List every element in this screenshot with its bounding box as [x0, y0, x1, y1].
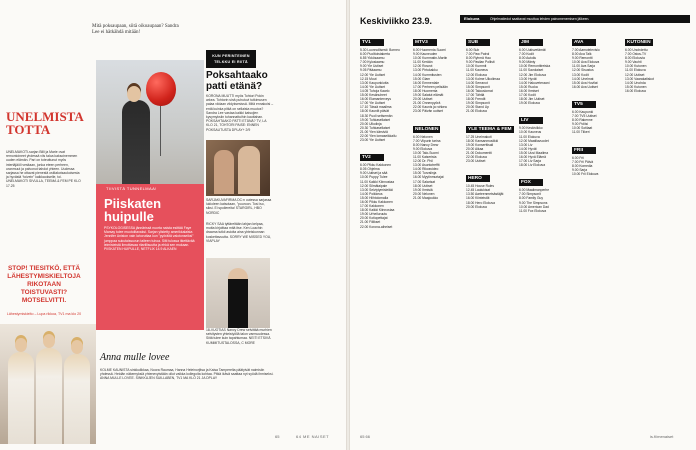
program-item: 6.00 Kaupunki	[572, 109, 594, 114]
program-item: 18.00 Huomenta	[413, 88, 438, 93]
channel-block	[413, 117, 463, 201]
program-item: 12.00 Silmätaipale	[360, 183, 388, 188]
program-item: 15.00 Hiihtolomalla	[360, 195, 389, 200]
left-page	[0, 0, 346, 450]
program-item: 14.00 Rikosvideo	[413, 167, 439, 172]
program-item: 15.00 Kutonen	[625, 84, 647, 89]
stop-sub: Lähestymiskielto – Lupa rikkoa, TV1 ma klo 20	[6, 312, 82, 316]
program-item: 23.00 Uutiset	[466, 159, 486, 164]
program-item: 12.00 Maatilavuodet	[519, 138, 549, 143]
strip-logo: Elokuva	[464, 16, 480, 21]
strip-text: Ohjelmatiedot saattavat muuttua lehden painomenemisen jälkeen.	[490, 16, 590, 21]
program-item: 16.00 Myytinmurtajat	[413, 175, 444, 180]
stargirl-photo	[206, 140, 270, 196]
program-item: 18.00 Kaikki Kiinnostaa	[360, 208, 395, 213]
program-item: 18.00 Frendit	[466, 97, 486, 102]
channel-block	[519, 170, 569, 213]
program-item: 17.00 Yle Uutiset	[360, 101, 386, 106]
program-item: 21.00 Elokuva	[466, 109, 487, 114]
program-item: 14.00 Unelmat	[572, 76, 594, 81]
program-item: 19.00 Simpsonit	[466, 101, 490, 106]
program-item: 15.00 Glam	[413, 76, 431, 81]
program-item: 8.00 Family Guy	[519, 196, 544, 201]
channel-block	[466, 166, 516, 209]
program-item: 11.00 Kerään	[413, 60, 433, 65]
program-item: 6.00 Unohdettu	[625, 48, 648, 52]
program-item: 6.00 Huomenta Suomi	[413, 48, 446, 52]
folio-right: is.fi/menaiset	[650, 434, 674, 439]
program-item: 15.00 Ruoka	[519, 84, 538, 89]
program-item: 20.00 Aikaa	[466, 146, 484, 151]
program-item: 8.00 Nancy Drew	[413, 142, 439, 147]
program-item: 13.00 Kaupunkiutta	[360, 80, 389, 85]
program-item: 11.00 Elokuva	[519, 134, 540, 139]
program-item: 11.00 Savolaiset	[519, 68, 544, 73]
program-item: 9.00 Elokuva	[413, 146, 433, 151]
program-item: 10.00 Remonttireiska	[519, 64, 551, 69]
program-item: 17.25 Unelmakoti	[466, 134, 492, 139]
channel-name: SUB	[466, 39, 490, 46]
program-item: 14.00 Serranot	[466, 80, 488, 85]
channel-name: HERO	[466, 175, 490, 182]
folio-left-2: 64 ME NAISET	[296, 434, 330, 439]
program-item: 14.00 Hakuveteraani	[519, 80, 550, 85]
program-item: 7.00 Ostos-TV	[625, 52, 647, 57]
anna-text: KOLME KAUNISTA sinkkulikkaa, Noora Raumaa, Hanna Heleinorjitsa ja Kaisa Tamperelta päätyivät naimisiin yhdessä. Heidän näkemyksiä yhtenevyistään ollut vaikka kollegoita kohtaa. Pitkä ikävä saattaa nyt syödä ihmiseksi. ANNA MULLE LOVEE. SINKKUJEN SUILLABEN, TV1 MA KLO 21 JA DPLAY	[100, 368, 274, 381]
folio-left: 65	[275, 434, 280, 439]
channel-name: NELONEN	[415, 126, 439, 132]
program-item: 13.00 Selviytymisleikki	[360, 187, 393, 192]
nancy-drew-photo	[206, 258, 270, 328]
program-item: 21.00 Onnenpyörä	[413, 101, 441, 106]
program-item: 22.00 Korona-aiheiset	[360, 224, 393, 229]
program-item: 11.00 Elokuva	[625, 68, 646, 73]
folio-right-left: 65 66	[360, 434, 371, 439]
program-item: 15.00 Turvalinja	[413, 171, 437, 176]
pull-quote: Mitä poksaupaan, siitä oikoaupaan? Sandra Lee ei hätkähdä mitään!	[92, 24, 179, 35]
program-item: 14.00 Poikkeus	[360, 191, 383, 196]
program-item: 10.00 Ava Elokuva	[572, 60, 600, 65]
program-item: 8.05 Ohjelma	[360, 167, 380, 172]
program-item: 23.00 Päivän uutiset	[413, 109, 443, 114]
program-item: 7.00 Frii Päivä	[572, 159, 594, 164]
program-item: 10.00 Kauneus	[519, 130, 542, 135]
program-item: 22.00 Elokuva	[466, 154, 487, 159]
program-item: 9.00 Pasilan Poliisit	[466, 60, 495, 65]
channel-name: JIM	[519, 39, 543, 46]
program-item: 7.00 Viipurin tarina	[413, 138, 441, 143]
channel-block	[625, 30, 681, 93]
program-item: 8.00 Ryhmä Hau	[466, 56, 491, 61]
program-item: 11.00 Ava Sarja	[572, 64, 595, 69]
program-item: 21.00 Ylen kärsiviä	[360, 129, 388, 134]
program-item: 10.00 Sotilaat	[572, 126, 593, 131]
program-item: 15.00 Ava Huvilat	[572, 80, 598, 85]
poks-title: Poksahtaako patti etänä?	[206, 70, 268, 92]
program-item: 9.00 The Simpsons	[519, 200, 548, 205]
program-item: 13.00 Asuntotreffit	[413, 163, 440, 168]
program-item: 16.00 Talouslomat	[466, 88, 493, 93]
program-item: 18.00 Liv Elokuva	[519, 163, 546, 168]
woman-figure	[8, 352, 34, 444]
program-item: 9.00 Keskiviikko	[519, 126, 543, 131]
unelmista-text: UNELMAKOTI-sarjan Billi ja Marie ovat remontoineet yhdessä viis taloa kaksoinemmen uuden elämän. Pari on toteuttunut myös intertäjäöli vesitaan, jonka eteen perheen, uranmuut ja palvonut tahdot yhteen. Uudessa sarjassa he ottavat pienestä ostilakotsaukoisesta ja hyvästä “toivein” kaikkaokselle, toi. UNELMAKOTI SIVULLA, TEEMA & FEM PE KLO 17.25	[6, 150, 81, 188]
program-item: 14.05 Tuhoja Kaarlo	[360, 88, 390, 93]
program-item: 6.00 Puolitoistakerta	[360, 52, 390, 57]
program-item: 9.00 Remontti	[572, 56, 593, 61]
program-item: 10.00 Kummatin-Martin	[413, 56, 448, 61]
program-item: 9.00 Vauhti	[625, 60, 642, 65]
program-item: 6.00 Maailmanperhe	[519, 188, 550, 193]
woman-figure	[64, 354, 90, 444]
program-item: 7.00 Paw Patrol	[466, 52, 490, 57]
program-item: 7.00 Simpsonit	[519, 192, 541, 197]
pink-tag: TIIVISTÄ TUNNELMAA!	[106, 186, 157, 191]
program-item: 9.05 Pääaamu	[360, 68, 382, 73]
program-item: 11.00 Kaiserista	[413, 154, 437, 159]
program-item: 20.00 Ulkolinja	[360, 121, 382, 126]
program-item: 17.00 Tähtiä	[466, 93, 485, 98]
program-item: 13.00 Kodit	[572, 72, 589, 77]
program-item: 12.00 Sisustus	[572, 68, 594, 73]
program-item: 10.00 Puppy Tulee	[360, 175, 388, 180]
program-item: 20.30 Tuhkasellaiset	[360, 125, 391, 130]
program-item: 10.45 House Rules	[466, 184, 495, 189]
program-item: 21.00 Dokumentti	[466, 150, 492, 155]
program-item: 18.00 Uutiset	[413, 183, 433, 188]
program-item: 20.00 Stand Up	[466, 105, 489, 110]
program-item: 7.00 TV5 Uutiset	[572, 114, 597, 119]
program-item: 10.00 Frii Elokuva	[572, 171, 599, 176]
program-item: 9.00 Yle Uutiset	[360, 64, 384, 69]
program-item: 19.00 Ihmisiä	[413, 187, 433, 192]
ricky-text: RICKY SAA tyttäreltään lahjan kelpaa, mutta kirjoittaa mitä itse. Ken Loachin draama tutkii asioita aina yhteiskunnan koskettavuutta. SORRY WE MISSED YOU, VIAPLAY	[206, 222, 272, 243]
program-item: 18.30 Puoli seitsemän	[360, 113, 393, 118]
program-item: 10.00 Kutonen	[625, 64, 647, 69]
women-photo	[0, 324, 96, 444]
channel-block	[572, 30, 622, 89]
channel-name: MTV3	[413, 39, 437, 46]
channel-name: FOX	[519, 179, 543, 186]
channel-block	[466, 117, 516, 164]
program-item: 13.50 Aarteenmetsästäjät	[466, 192, 504, 197]
program-item: 15.00 Kesänuheet	[360, 93, 387, 98]
channel-name: LIV	[519, 117, 543, 124]
program-item: 9.00 Uutiset ja sää	[360, 171, 388, 176]
program-item: 17.00 Salarisat	[413, 179, 435, 184]
program-item: 8.00 Ava Talk	[572, 52, 592, 57]
program-item: 11.00 Kaikki Kiinnostaa	[360, 179, 395, 184]
program-item: 10.00 American Dad	[519, 204, 549, 209]
program-item: 6.55 Ykkösaamu	[360, 56, 385, 61]
schedule-column-1	[360, 30, 410, 232]
program-item: 19.00 Elokuva	[519, 101, 540, 106]
program-item: 8.00 Autoilu	[519, 56, 537, 61]
program-item: 14.00 Unohda	[625, 80, 646, 85]
schedule-column-5	[572, 30, 622, 179]
nancy-drew-text: 18-VUOTIAS Nancy Drew selvittää murhien selvitysten yhteistyöllä talon varmuudessa. Siitä tulee kuin tapahtumaa. NEITI ETSIVÄ KUMMITUSTALOSSA, C MORE	[206, 328, 272, 345]
channel-name: TV2	[360, 154, 384, 161]
program-item: 21.00 Fiilikset	[360, 220, 381, 225]
program-item: 13.00 Pirtukakku	[413, 68, 438, 73]
program-item: 21.00 Maajoukko	[413, 195, 439, 200]
program-item: 11.00 Tiikeri	[572, 130, 590, 135]
program-item: 12.00 Uutiset	[625, 72, 645, 77]
program-item: 15.00 Uusi Maailma	[519, 150, 549, 155]
program-item: 9.00 Mänty	[519, 60, 536, 65]
program-item: 7.00 Kylosiaamu	[360, 60, 385, 65]
program-item: 12.00 Dr. Phil	[413, 159, 433, 164]
program-item: 15.00 Simpsonit	[466, 84, 490, 89]
balloon-photo	[96, 60, 204, 190]
channel-block	[519, 108, 569, 167]
balloon-icon	[146, 72, 176, 106]
program-item: 12.00 Jim Elokuva	[519, 72, 546, 77]
channel-block	[466, 30, 516, 114]
program-item: 16.00 Kiinteistöt	[466, 196, 490, 201]
schedule-column-3	[466, 30, 516, 212]
program-item: 20.00 Elokuva	[466, 204, 487, 209]
program-item: 17.00 Kakkonen	[360, 204, 384, 209]
program-item: 9.00 Sarja	[572, 167, 588, 172]
program-item: 12.00 Elokuva	[466, 72, 487, 77]
poks-text: KORONA MUUTTI myös Tohtori Pokin arkea. Tohtorin sinä puhutuvi tutkimusen palaa viidaan viidyksesissä. Mitä ennakoisi – entä kuinka pitkä on sellaista muutos? Sandra Lee vastaa kaikki katsojien kysymyksiin tuhannattuihin kauttahan. POKSAHTAAKO PATTI ETÄNÄ? TV, LA KLO 21, TOHTORI PAISE: ENNEN POKSAUTUSTA DPLAY+ 2/9	[206, 94, 274, 132]
program-item: 12.45 Laulukisat	[466, 188, 491, 193]
program-item: 13.00 Hyvät	[519, 76, 537, 81]
program-item: 5.30 Luonnollisesti: Borneo	[360, 48, 400, 52]
pink-title: Piiskaten huipulle	[104, 196, 162, 224]
channel-block	[413, 30, 463, 114]
program-item: 17.00 Kodit	[519, 93, 536, 98]
channel-name: YLE TEEMA & FEM	[468, 126, 512, 132]
program-item: 13.00 Liv	[519, 142, 533, 147]
program-item: 13.00 Kolme Ulkoilmaa	[466, 76, 500, 81]
program-item: 9.00 Kauneuden	[413, 52, 438, 57]
program-item: 19.00 Konserttisali	[466, 142, 494, 147]
program-item: 16.00 Elamanterveys	[360, 97, 391, 102]
program-item: 16.00 Ava Uutiset	[572, 84, 598, 89]
program-item: 19.00 Salatut elämät	[413, 93, 444, 98]
program-item: 20.00 Uutiset	[413, 97, 433, 102]
program-item: 23.00 Yle Uutiset	[360, 138, 386, 143]
program-item: 16.00 Hyvä Elämä	[519, 154, 546, 159]
program-item: 17.10 Tässä maailma	[360, 105, 392, 110]
channel-name: FRII	[572, 147, 596, 154]
schedule-column-6	[625, 30, 681, 96]
program-item: 8.00 Komedia	[572, 163, 593, 168]
program-item: 17.00 Perheen pelisään	[413, 84, 448, 89]
program-item: 19.00 Urheiluruutu	[360, 212, 388, 217]
stargirl-text: SARJAKUVAFIRMA DC:n uutessa sarjassa lukioleen katsotaan, ”puuroon. Tosi iso, siksi. Ei spoilereita! STARGIRL, HBO NORDIC	[206, 198, 272, 215]
program-item: 7.00 Kodit	[519, 52, 534, 57]
channel-name: TV5	[572, 101, 596, 108]
pink-text: PSYKOLOGISESSA jännärissä nuorta naista esittää Faye Marsay tulee muotoiltavaksi. Sarjan ylistetty amerikkalaista Jennifer Aniston vain lahoruttaa kun ”pyöräitä valotonseiksi” jumppaa sukutaissuvun taiteen tuhoa. Silti tulossa itkettävää leimisteistä ilmoittavaa ritarillisuutta ja ehkä sen mukaan. PIISKATEN HUIPULLE, NETFLIX 14.9 ALKAEN	[104, 226, 195, 252]
program-item: 6.00 Pikku Kakkonen	[360, 163, 391, 168]
program-item: 14.00 Kummitusten	[413, 72, 442, 77]
program-item: 18.00 Kansanmusiikki	[466, 138, 499, 143]
program-item: 12.00 Yle Uutiset	[360, 72, 386, 77]
program-item: 16.00 Emmerdale	[413, 80, 440, 85]
program-item: 6.00 Uutisvetämät	[519, 48, 546, 52]
schedule-column-4	[519, 30, 569, 216]
program-item: 14.00 Hyvät	[519, 146, 537, 151]
program-item: 7.00 Aamutelevisio	[572, 48, 600, 52]
right-page	[350, 0, 696, 450]
program-item: 20.00 Kotiopettajat	[360, 216, 388, 221]
program-item: 9.00 Poliisi	[572, 122, 588, 127]
program-item: 16.00 Ihmiset	[519, 88, 539, 93]
anna-title: Anna mulle lovee	[100, 352, 170, 363]
channel-block	[360, 30, 410, 142]
channel-block	[519, 30, 569, 105]
program-item: 19.00 Tuhkasellaiset	[360, 117, 391, 122]
program-item: 17.00 Liv Sarja	[519, 159, 541, 164]
program-item: 11.00 Fox Elokuva	[519, 208, 547, 213]
program-item: 11.00 Kauneus	[466, 68, 488, 73]
program-item: 22.00 Ylen lomaseikkailu	[360, 133, 397, 138]
schedule-column-2	[413, 30, 463, 203]
program-item: 22.00 Kaunis ja rohkea	[413, 105, 447, 110]
woman-figure	[36, 348, 62, 444]
program-item: 18.00 Hero Elokuva	[466, 200, 495, 205]
program-item: 12.15 Muut	[360, 76, 377, 81]
program-item: 18.00 Jim Uutiset	[519, 97, 545, 102]
channel-block	[360, 145, 410, 229]
program-item: 10.00 Talo-Suomi	[413, 150, 439, 155]
program-item: 6.00 Frii	[572, 155, 584, 160]
program-item: 16.00 Pikku Kakkonen	[360, 200, 393, 204]
program-item: 16.00 Elokuva	[625, 88, 646, 93]
date-title: Keskiviikko 23.9.	[360, 16, 433, 26]
channel-name: KUTONEN	[627, 40, 651, 45]
program-item: 6.00 Nelonen	[413, 134, 433, 139]
program-item: 20.00 Nelonen	[413, 191, 435, 196]
program-item: 8.00 Rakenne	[572, 118, 593, 123]
section-banner: KUN PERINTEINEN TELKKU EI RIITÄ	[206, 50, 256, 68]
program-item: 6.00 Sub	[466, 48, 480, 52]
unelmista-title: UNELMISTA TOTTA	[6, 109, 84, 137]
program-item: 10.00 Kummit	[466, 64, 487, 69]
program-item: 14.00 Yle Uutiset	[360, 84, 386, 89]
channel-name: TV1	[360, 39, 384, 46]
program-item: 8.00 Elokuvia	[625, 56, 645, 61]
program-item: 12.00 Rosvot	[413, 64, 433, 69]
channel-name: AVA	[572, 39, 596, 46]
program-item: 13.00 Vaarakatiskot	[625, 76, 654, 81]
program-item: 18.00 Kauniit päivät	[360, 109, 389, 114]
channel-block	[572, 138, 622, 176]
channel-block	[572, 92, 622, 135]
stop-headline: STOP! TIESITKÖ, ETTÄ LÄHESTYMISKIELTOJA RIKOTAAN TOISTUVASTI? MOTSELVITTI.	[7, 265, 81, 304]
